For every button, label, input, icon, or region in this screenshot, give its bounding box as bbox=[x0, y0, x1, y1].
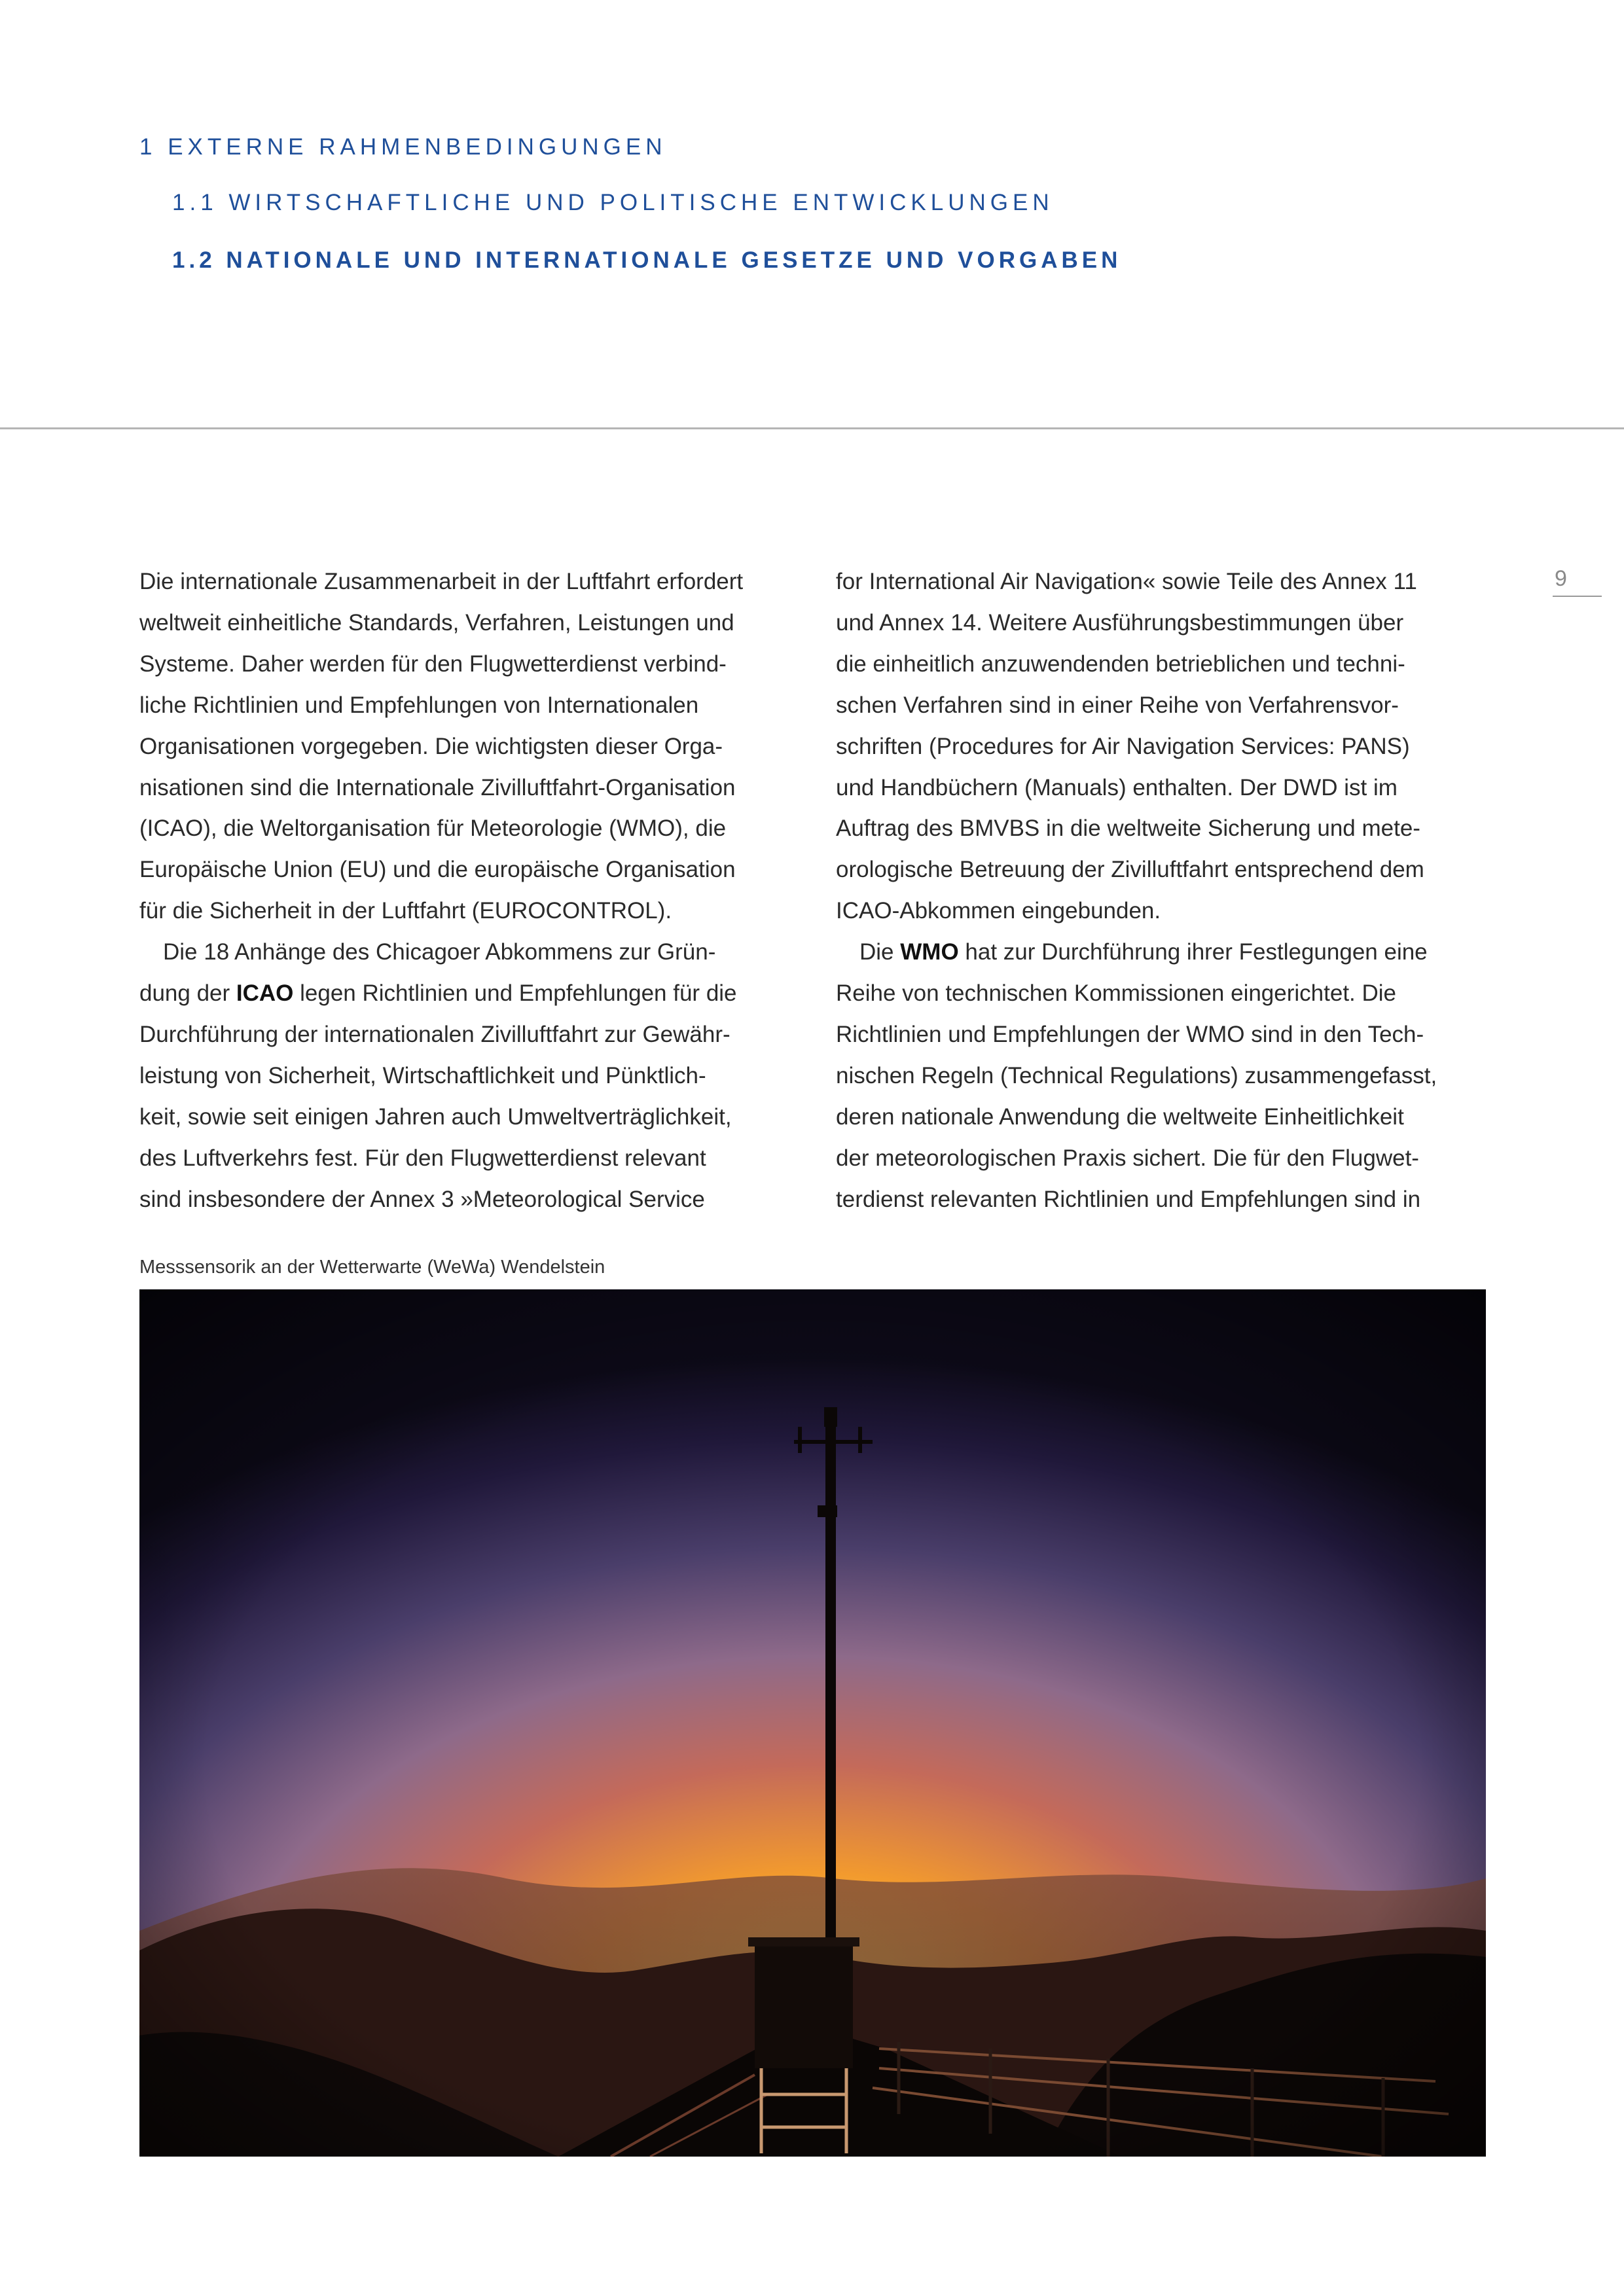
text-line: Die internationale Zusammenarbeit in der Luftfahrt erfordert bbox=[139, 569, 744, 594]
icao-term: ICAO bbox=[236, 980, 294, 1007]
text-run: dung der bbox=[139, 980, 236, 1007]
text-line: deren nationale Anwendung die weltweite Einheitlichkeit bbox=[836, 1103, 1404, 1130]
text-line: leistung von Sicherheit, Wirtschaftlichkeit und Pünktlich- bbox=[139, 1062, 706, 1088]
text-line: Richtlinien und Empfehlungen der WMO sind in den Tech- bbox=[836, 1021, 1424, 1047]
text-line: Organisationen vorgegeben. Die wichtigsten dieser Orga- bbox=[139, 733, 723, 759]
text-line: Auftrag des BMVBS in die weltweite Sicherung und mete- bbox=[836, 816, 1420, 842]
text-line: Durchführung der internationalen Zivilluftfahrt zur Gewähr- bbox=[139, 1021, 731, 1047]
text-line: liche Richtlinien und Empfehlungen von Internationalen bbox=[139, 692, 699, 718]
text-line: nischen Regeln (Technical Regulations) zusammengefasst, bbox=[836, 1062, 1437, 1088]
left-paragraph-1 bbox=[139, 562, 794, 932]
photo-illustration bbox=[139, 1289, 1486, 2157]
left-text-column bbox=[139, 562, 794, 1221]
text-line: und Annex 14. Weitere Ausführungsbestimmungen über bbox=[836, 609, 1404, 636]
sunset-weather-station-photo bbox=[139, 1289, 1486, 2157]
text-line: für die Sicherheit in der Luftfahrt (EUROCONTROL). bbox=[139, 898, 672, 924]
nav-level2-heading[interactable]: 1.1 WIRTSCHAFTLICHE UND POLITISCHE ENTWICKLUNGEN bbox=[172, 190, 1054, 215]
text-line: Systeme. Daher werden für den Flugwetterdienst verbind- bbox=[139, 651, 727, 677]
text-line: schen Verfahren sind in einer Reihe von Verfahrensvor- bbox=[836, 692, 1399, 718]
photo-caption: Messsensorik an der Wetterwarte (WeWa) Wendelstein bbox=[139, 1257, 605, 1278]
text-line: die einheitlich anzuwendenden betrieblichen und techni- bbox=[836, 651, 1405, 677]
text-line: Die 18 Anhänge des Chicagoer Abkommens zur Grün- bbox=[163, 939, 716, 965]
text-line: der meteorologischen Praxis sichert. Die für den Flugwet- bbox=[836, 1145, 1419, 1171]
text-line: weltweit einheitliche Standards, Verfahren, Leistungen und bbox=[139, 609, 734, 636]
text-line: Reihe von technischen Kommissionen eingerichtet. Die bbox=[836, 980, 1397, 1007]
text-line bbox=[139, 973, 794, 1014]
text-line: orologische Betreuung der Zivilluftfahrt entsprechend dem bbox=[836, 857, 1424, 883]
text-line: (ICAO), die Weltorganisation für Meteorologie (WMO), die bbox=[139, 816, 727, 842]
text-line: sind insbesondere der Annex 3 »Meteorological Service bbox=[139, 1186, 705, 1212]
text-run: Die bbox=[859, 939, 901, 965]
text-line: ICAO-Abkommen eingebunden. bbox=[836, 898, 1161, 924]
right-paragraph-2 bbox=[836, 932, 1490, 1220]
page-number-underline bbox=[1553, 596, 1602, 597]
right-paragraph-1 bbox=[836, 562, 1490, 932]
header-divider bbox=[0, 427, 1624, 429]
text-line: und Handbüchern (Manuals) enthalten. Der DWD ist im bbox=[836, 774, 1398, 800]
left-paragraph-2 bbox=[139, 932, 794, 1220]
text-line: Europäische Union (EU) und die europäische Organisation bbox=[139, 857, 736, 883]
text-line bbox=[836, 932, 1490, 973]
nav-level3-heading-current[interactable]: 1.2 NATIONALE UND INTERNATIONALE GESETZE UND VORGABEN bbox=[172, 247, 1122, 273]
nav-level1-heading[interactable]: 1 EXTERNE RAHMENBEDINGUNGEN bbox=[139, 134, 667, 160]
right-text-column bbox=[836, 562, 1490, 1221]
text-line: keit, sowie seit einigen Jahren auch Umweltverträglichkeit, bbox=[139, 1103, 732, 1130]
text-line: nisationen sind die Internationale Zivilluftfahrt-Organisation bbox=[139, 774, 736, 800]
text-line: schriften (Procedures for Air Navigation Services: PANS) bbox=[836, 733, 1410, 759]
text-line: for International Air Navigation« sowie Teile des Annex 11 bbox=[836, 569, 1417, 594]
text-line: des Luftverkehrs fest. Für den Flugwetterdienst relevant bbox=[139, 1145, 706, 1171]
wmo-term: WMO bbox=[900, 939, 959, 965]
text-line: terdienst relevanten Richtlinien und Empfehlungen sind in bbox=[836, 1186, 1421, 1212]
text-run: legen Richtlinien und Empfehlungen für die bbox=[293, 980, 737, 1007]
text-run: hat zur Durchführung ihrer Festlegungen eine bbox=[958, 939, 1428, 965]
page-number: 9 bbox=[1555, 566, 1567, 591]
